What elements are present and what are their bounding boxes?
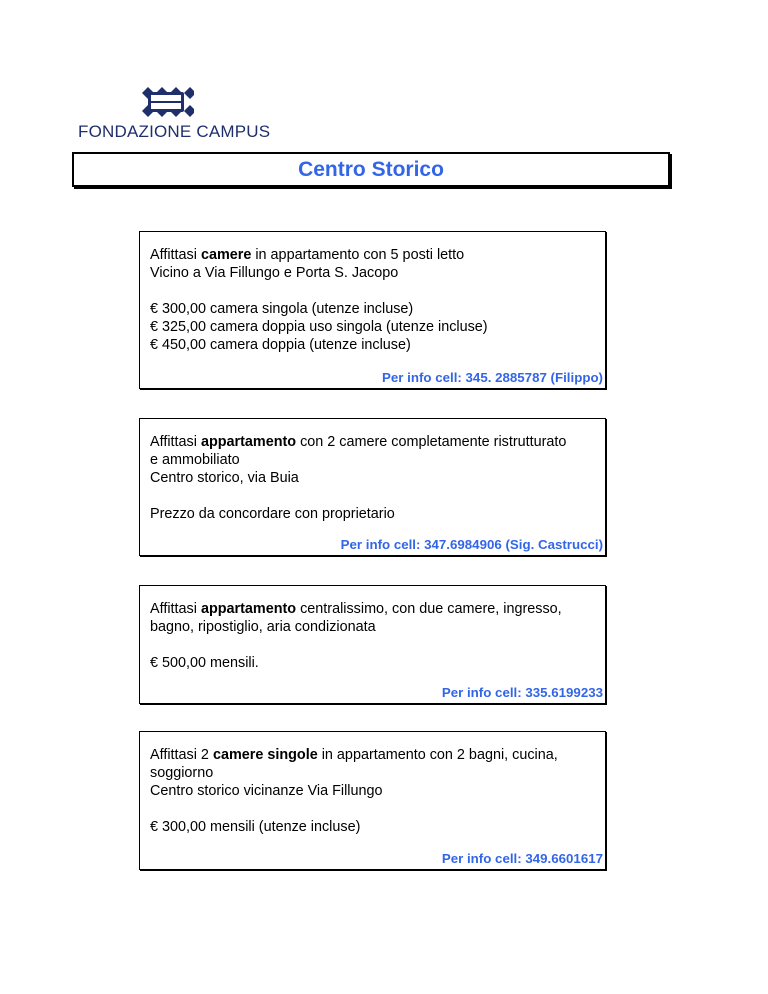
listing-contact: Per info cell: 349.6601617 <box>441 851 603 866</box>
listing-line: bagno, ripostiglio, aria condizionata <box>150 619 376 635</box>
listing-card <box>139 731 606 870</box>
campus-logo <box>78 84 271 144</box>
listing-line: e ammobiliato <box>150 452 240 468</box>
listing-line: Centro storico vicinanze Via Fillungo <box>150 783 383 799</box>
organization-name: FONDAZIONE CAMPUS <box>78 122 271 141</box>
listing-card <box>139 418 606 556</box>
listing-contact: Per info cell: 345. 2885787 (Filippo) <box>382 370 603 385</box>
page-title: Centro Storico <box>298 157 444 181</box>
listing-price: Prezzo da concordare con proprietario <box>150 506 395 522</box>
listing-intro: Affittasi appartamento centralissimo, con due camere, ingresso, <box>150 601 562 617</box>
listing-price: € 300,00 mensili (utenze incluse) <box>150 819 361 835</box>
title-box <box>72 152 670 187</box>
listing-card <box>139 231 606 389</box>
listing-contact: Per info cell: 347.6984906 (Sig. Castrucci) <box>340 537 603 552</box>
listing-price: € 300,00 camera singola (utenze incluse) <box>150 301 414 317</box>
listing-line: Vicino a Via Fillungo e Porta S. Jacopo <box>150 265 399 281</box>
listing-line: soggiorno <box>150 765 214 781</box>
listing-contact: Per info cell: 335.6199233 <box>441 685 603 700</box>
listing-line: Centro storico, via Buia <box>150 470 299 486</box>
listing-price: € 450,00 camera doppia (utenze incluse) <box>150 337 411 353</box>
listing-price: € 500,00 mensili. <box>150 655 259 671</box>
campus-logo-mark <box>138 84 194 120</box>
listing-price: € 325,00 camera doppia uso singola (utenze incluse) <box>150 319 488 335</box>
listing-intro: Affittasi 2 camere singole in appartamento con 2 bagni, cucina, <box>150 747 558 763</box>
listing-card <box>139 585 606 704</box>
listing-intro: Affittasi appartamento con 2 camere completamente ristrutturato <box>150 434 567 450</box>
listing-intro: Affittasi camere in appartamento con 5 posti letto <box>150 247 465 263</box>
